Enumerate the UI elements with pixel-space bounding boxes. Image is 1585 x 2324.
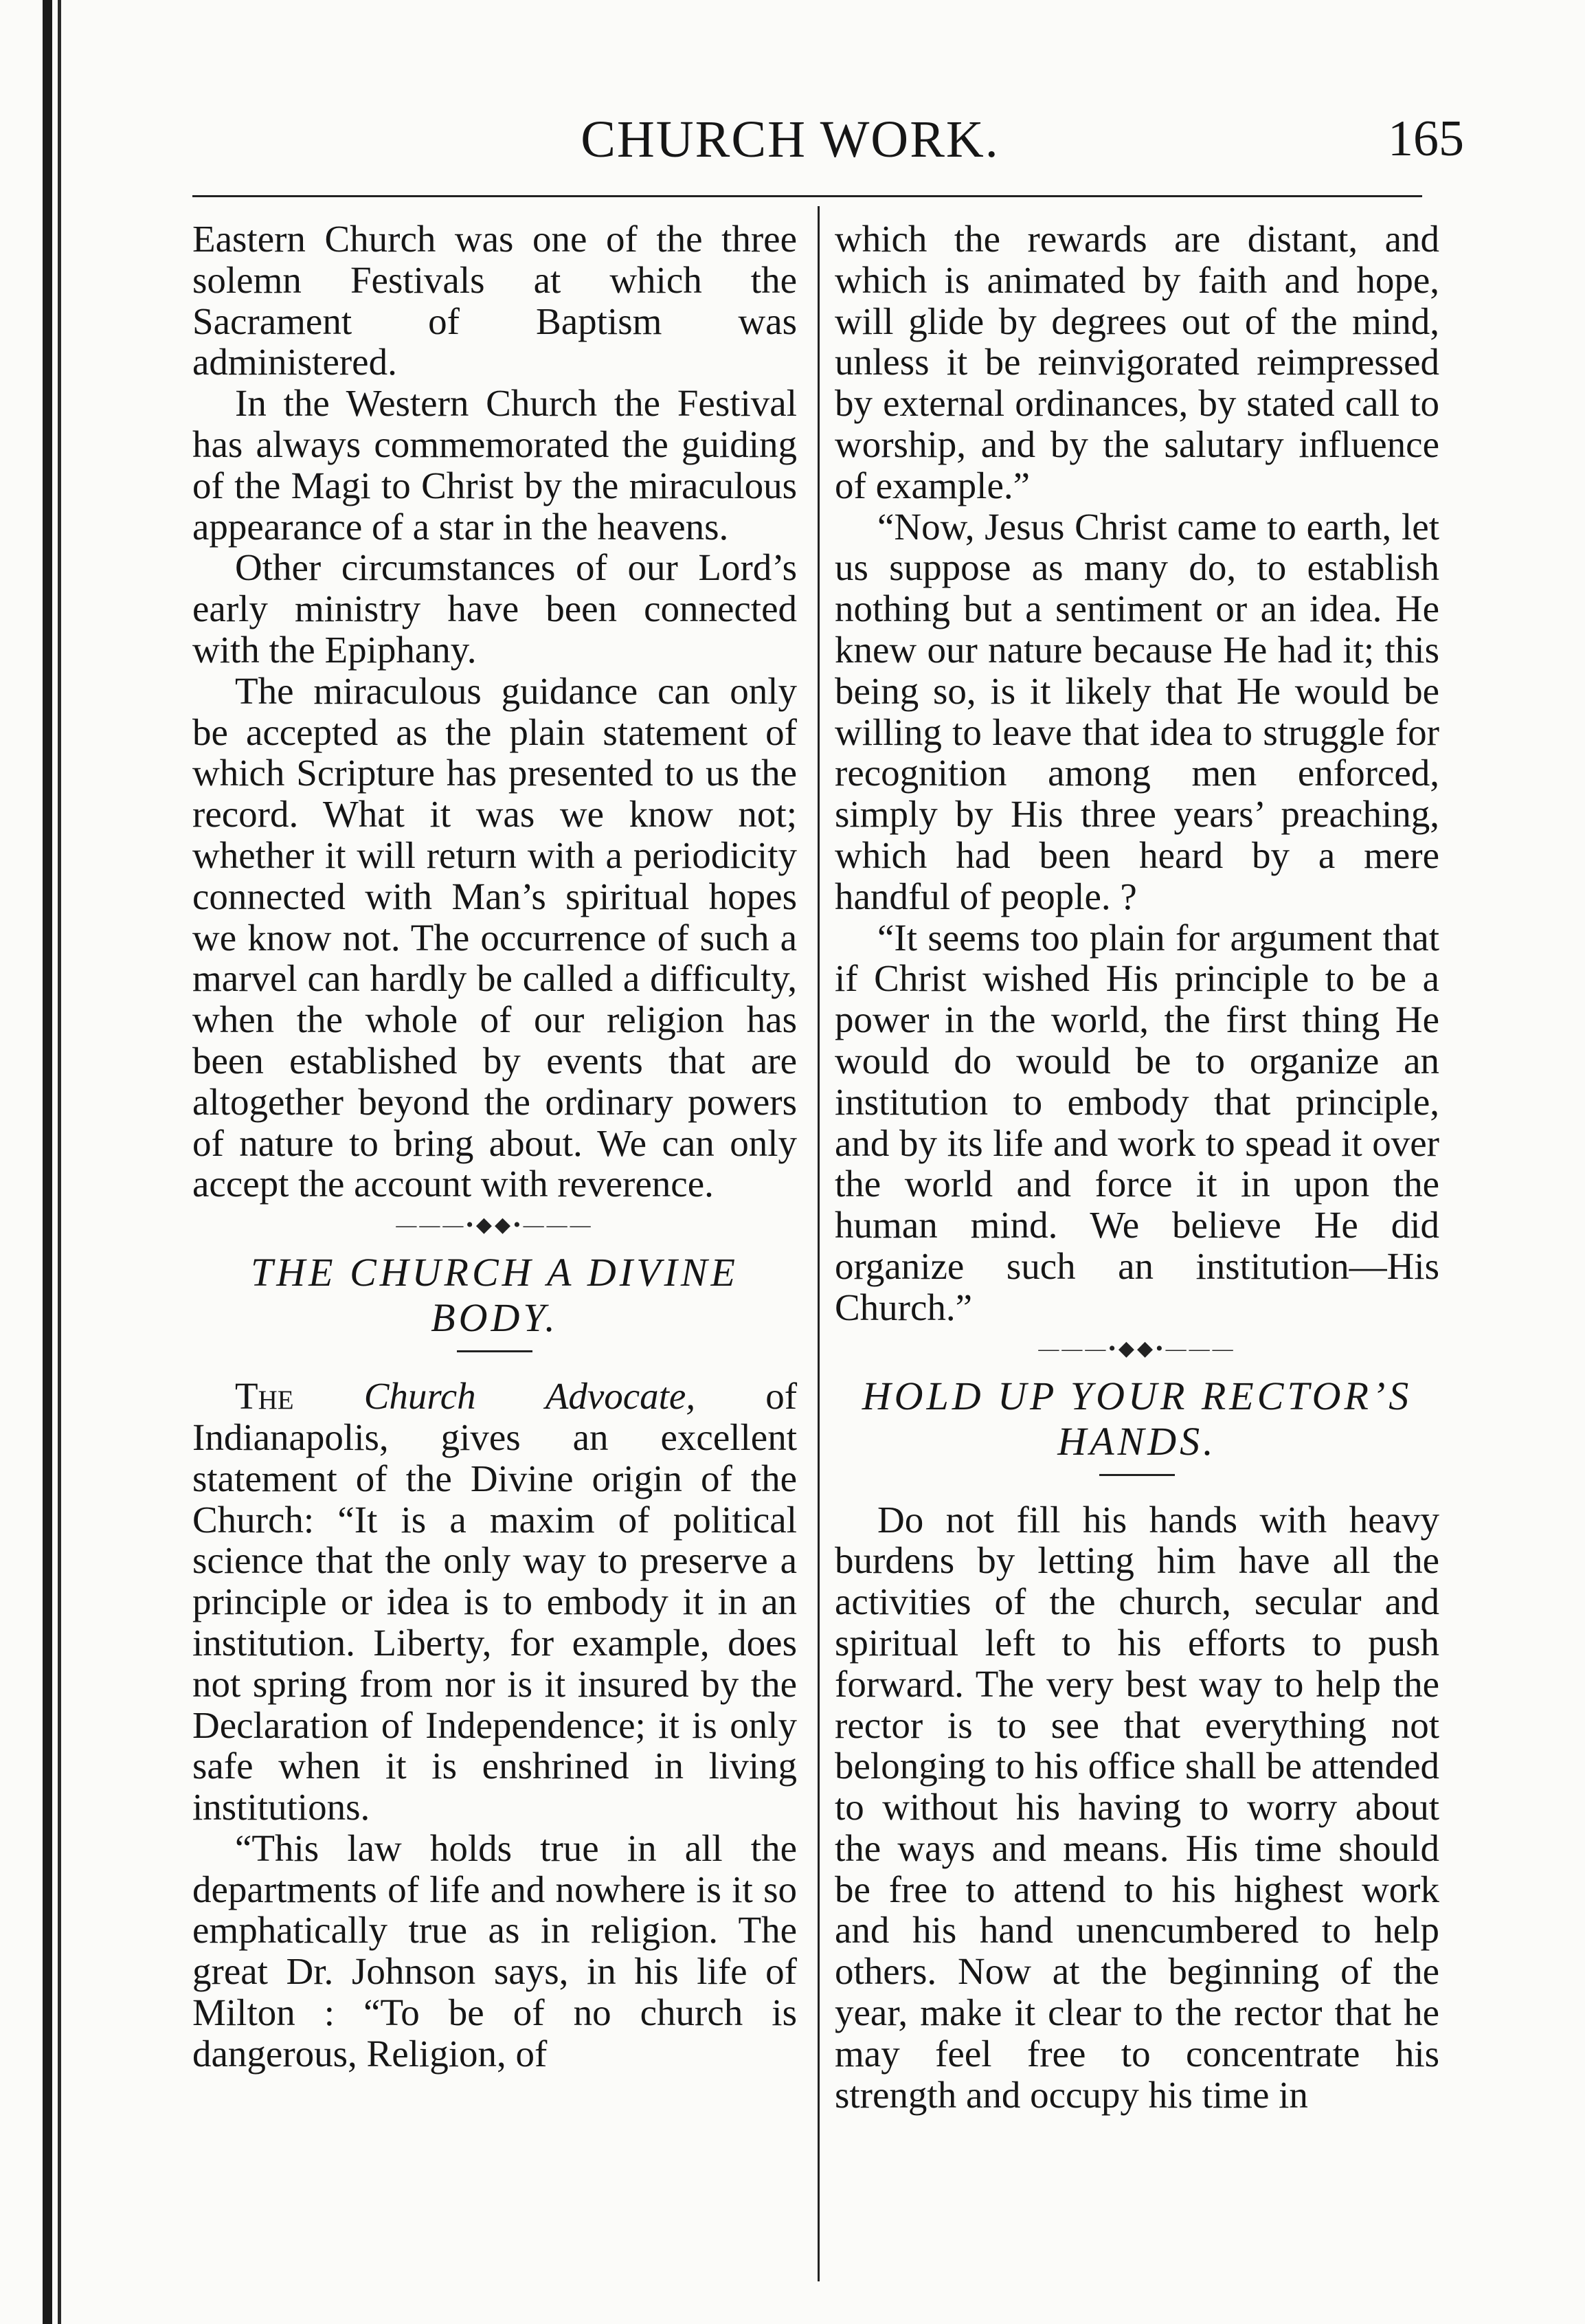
header-rule [192,195,1422,197]
publication-name: Church Advocate, [363,1375,696,1418]
paragraph: “This law holds true in all the departments of life and nowhere is it so emphatically true as in religion. The great Dr. Johnson says, in his life of Milton : “To be of no church is dangerous, Religion, of [192,1826,797,2075]
left-column [192,219,797,2075]
paragraph: The miraculous guidance can only be accepted as the plain statement of which Scripture has presented to us the record. What it was we know not; whether it will return with a periodicity connected with Man’s spiritual hopes we know not. The occurrence of such a marvel can hardly be called a difficulty, when the whole of our religion has been established by events that are altogether beyond the ordinary powers of nature to bring about. We can only accept the account with reverence. [192,669,797,1205]
paragraph: “Now, Jesus Christ came to earth, let us suppose as many do, to establish nothing but a sentiment or an idea. He knew our nature because He had it; this being so, is it likely that He would be willing to leave that idea to struggle for recognition among men enforced, simply by His three years’ preaching, which had been heard by a mere handful of people. ? [835,505,1439,917]
title-rule [457,1350,532,1352]
paragraph: Eastern Church was one of the three solemn Festivals at which the Sacrament of Baptism was administered. [192,218,797,383]
page-binding-edge-inner [58,0,61,2324]
section-title: THE CHURCH A DIVINE BODY. [251,1250,739,1341]
section-ornament-divider: ———•◆◆•——— [1038,1337,1236,1360]
running-header-title: CHURCH WORK. [581,111,1000,168]
paragraph: which the rewards are distant, and which is animated by faith and hope, will glide by degrees out of the mind, unless it be reinvigorated reimpressed by external ordinances, by stated call to worship, and by the salutary influence of example.” [835,218,1439,506]
paragraph-text: of Indianapolis, gives an excellent statement of the Divine origin of the Church: “It is a maxim of political science that the only way to preserve a principle or idea is to embody it in an institution. Liberty, for example, does not spring from nor is it insured by the Declaration of Independence; it is only safe when it is enshrined in living institutions. [192,1375,798,1829]
paragraph: In the Western Church the Festival has always commemorated the guiding of the Magi to Christ by the miraculous appearance of a star in the heavens. [192,382,797,548]
column-divider [818,206,820,2281]
section-ornament-divider: ———•◆◆•——— [396,1214,594,1237]
page-number: 165 [1388,111,1464,167]
section-title: HOLD UP YOUR RECTOR’S HANDS. [862,1373,1413,1464]
paragraph: Do not fill his hands with heavy burdens by letting him have all the activities of the church, secular and spiritual left to his efforts to push forward. The very best way to help the rector is to see that everything not belonging to his office shall be attended to without his having to worry about the ways and means. His time should be free to attend to his highest work and his hand unencumbered to help others. Now at the beginning of the year, make it clear to the rector that he may feel free to concentrate his strength and occupy his time in [835,1498,1439,2116]
page-binding-edge [43,0,52,2324]
paragraph: Other circumstances of our Lord’s early ministry have been connected with the Epiphany. [192,546,797,671]
title-rule [1099,1474,1175,1476]
paragraph: “It seems too plain for argument that if Christ wished His principle to be a power in the world, the first thing He would do would be to organize an institution to embody that principle, and by its life and work to spead it over the world and force it in upon the human mind. We believe He did organize such an institution—His Church.” [835,916,1439,1328]
paragraph [192,1376,797,1828]
right-column [835,219,1439,2115]
lead-word: The [235,1375,294,1418]
